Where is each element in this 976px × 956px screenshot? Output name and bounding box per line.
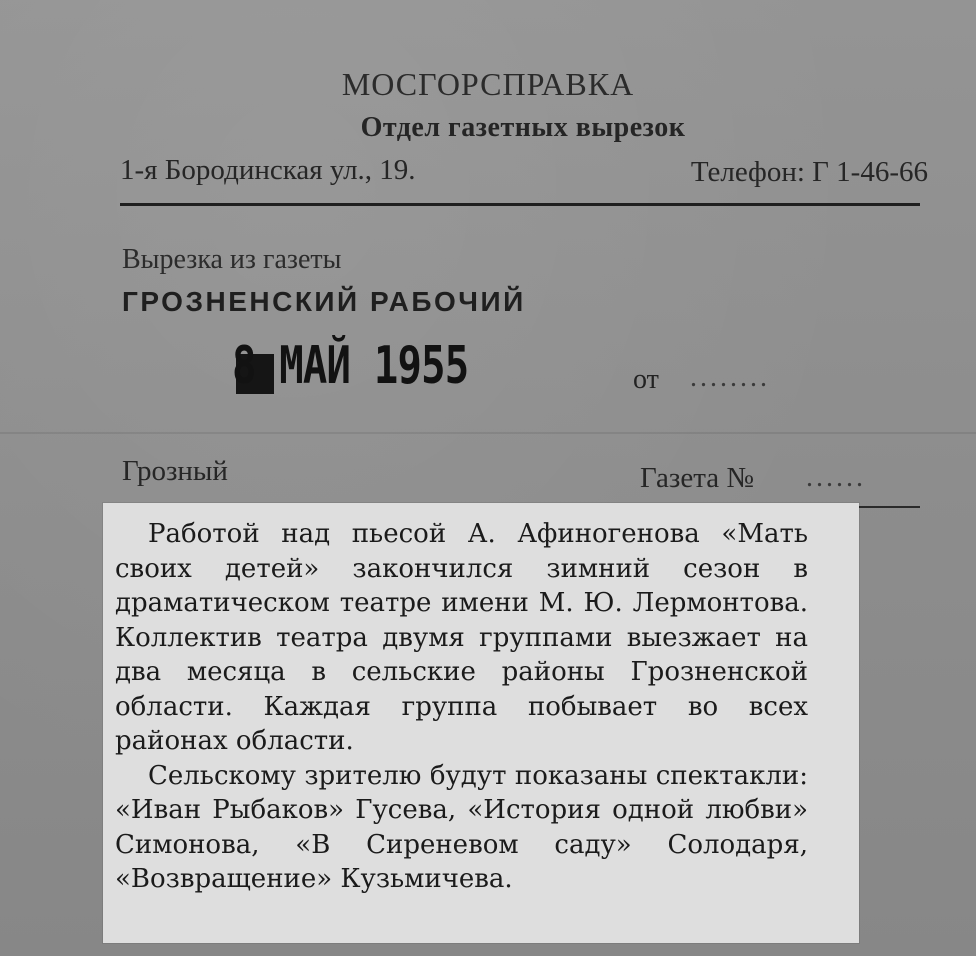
clip-from-label: Вырезка из газеты [122,244,342,275]
from-label: от [633,364,659,395]
city-label: Грозный [122,455,228,487]
address: 1-я Бородинская ул., 19. [120,154,416,186]
clipping-text [115,517,808,897]
department-name: Отдел газетных вырезок [360,112,686,143]
issue-number-blank: ...... [806,462,866,493]
date-stamp: 8 МАЙ 1955 [232,336,469,396]
from-date-blank: ........ [690,362,770,393]
fold-crease [0,432,976,434]
header-divider [120,203,920,206]
clipping-paragraph-1: Работой над пьесой А. Афиногенова «Мать своих детей» закончился зимний сезон в драматическом театре имени М. Ю. Лермонтова. Коллектив театра двумя группами выезжает на два месяца в сельские районы Грозненской области. Каждая группа побывает во всех районах области. [115,519,808,756]
phone-number: Телефон: Г 1-46-66 [690,156,928,188]
clipping-paragraph-2: Сельскому зрителю будут показаны спектакли: «Иван Рыбаков» Гусева, «История одной любви» Симонова, «В Сиреневом саду» Солодаря, «Возвращение» Кузьмичева. [115,760,808,894]
newspaper-name: ГРОЗНЕНСКИЙ РАБОЧИЙ [122,286,526,317]
agency-name: МОСГОРСПРАВКА [341,66,635,102]
issue-label: Газета № [640,462,755,494]
